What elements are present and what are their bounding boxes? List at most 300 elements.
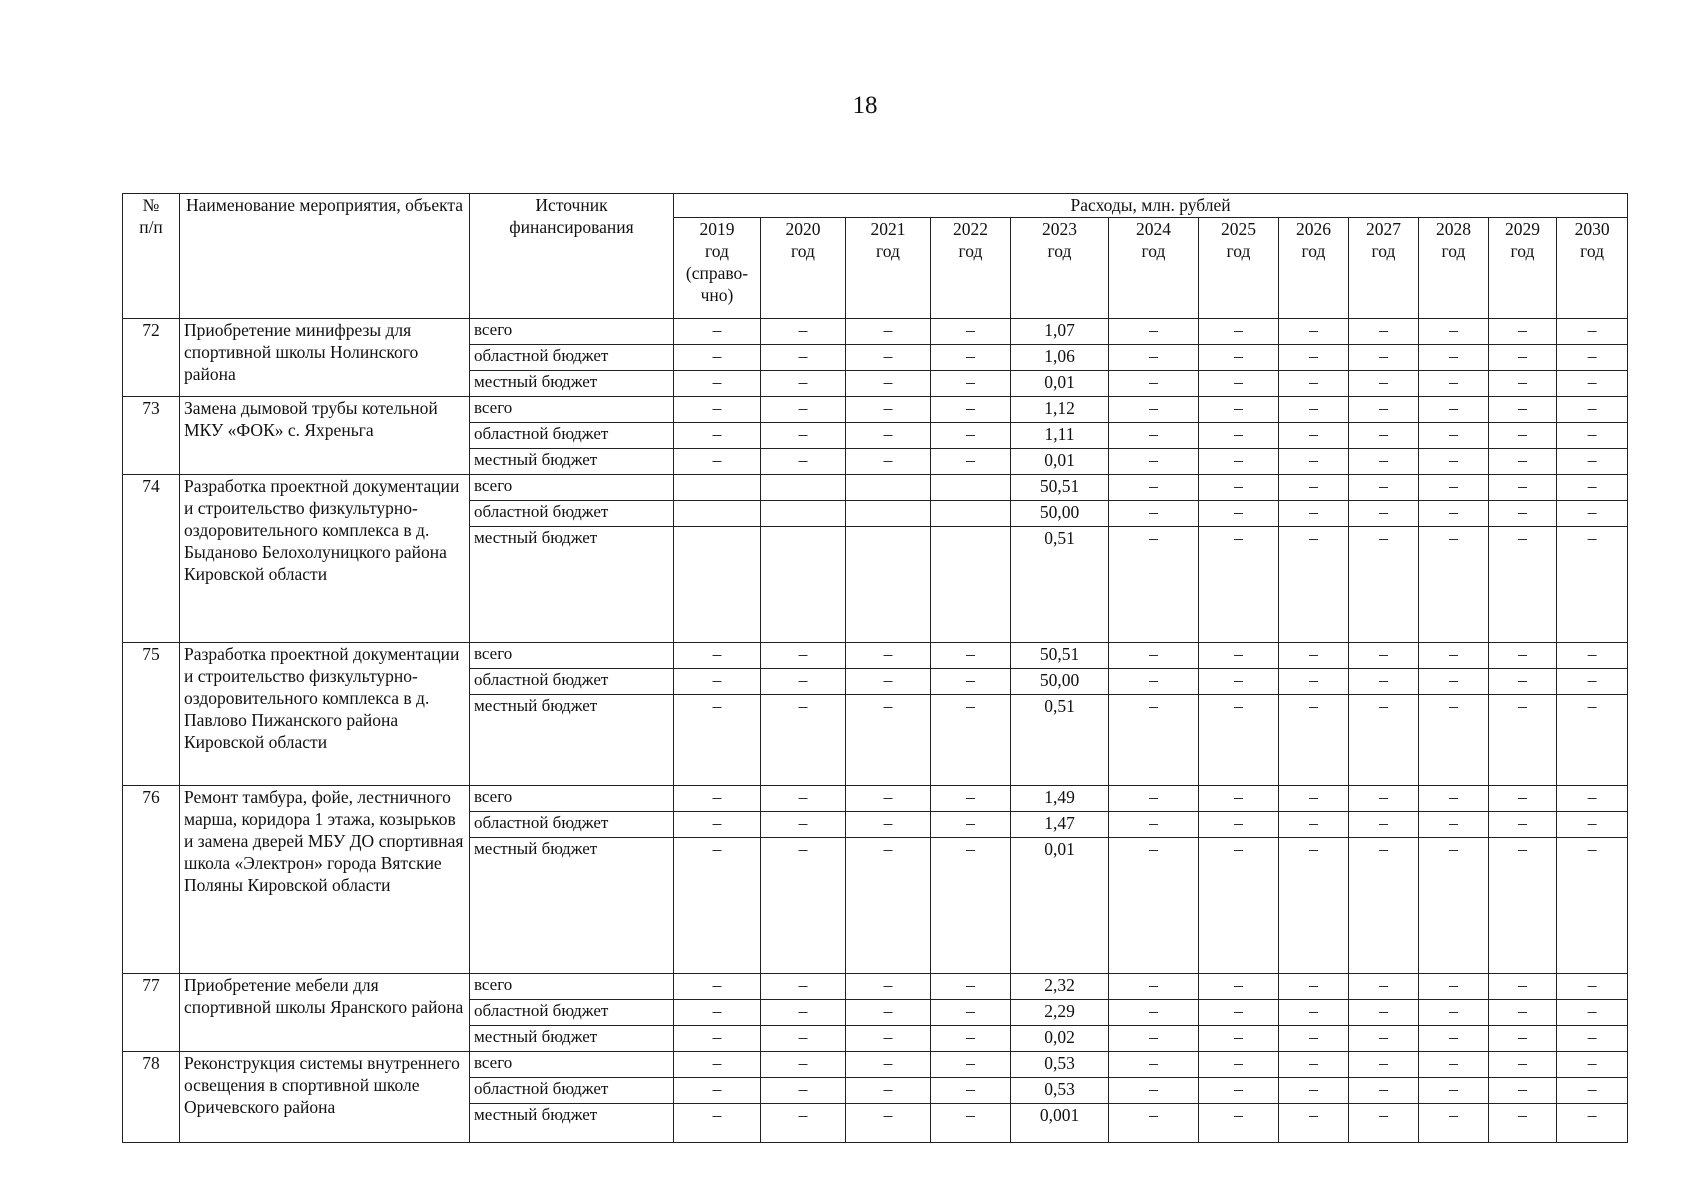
expense-value: – [761,669,846,695]
expense-value: – [1349,838,1419,974]
header-year: 2028 год [1419,218,1489,319]
table-row [123,786,1628,812]
expense-value: – [1349,397,1419,423]
expense-value: 0,53 [1011,1052,1109,1078]
funding-source: областной бюджет [470,423,674,449]
expense-value: – [1279,812,1349,838]
table-row [123,974,1628,1000]
expense-value: – [931,423,1011,449]
expense-value: – [1279,501,1349,527]
funding-source: местный бюджет [470,527,674,643]
expense-value: – [1199,786,1279,812]
expense-value: – [1109,786,1199,812]
expense-value: – [1199,527,1279,643]
expense-value: – [1109,1104,1199,1143]
expense-value: – [1279,838,1349,974]
expense-value: – [1557,695,1628,786]
funding-source: всего [470,643,674,669]
expense-value: – [761,1078,846,1104]
event-name: Приобретение минифрезы для спортивной школы Нолинского района [180,319,470,397]
expense-value: – [1489,974,1557,1000]
expense-value: – [1349,974,1419,1000]
expense-value: – [1349,319,1419,345]
funding-source: областной бюджет [470,669,674,695]
expense-value: – [1109,345,1199,371]
expense-value: – [1349,1026,1419,1052]
expense-value: – [1109,501,1199,527]
expense-value: – [1349,786,1419,812]
table-row [123,1052,1628,1078]
expense-value: – [931,1026,1011,1052]
expense-value: – [1199,1104,1279,1143]
expense-value: – [1557,786,1628,812]
expense-value: – [1489,501,1557,527]
expense-value: – [1489,319,1557,345]
expense-value: – [761,319,846,345]
expense-value: – [1489,812,1557,838]
expense-value: – [1489,643,1557,669]
expense-value: – [846,812,931,838]
expense-value: – [1279,669,1349,695]
expense-value: – [1199,838,1279,974]
expense-value: – [1349,1078,1419,1104]
expense-value: – [1349,527,1419,643]
expense-value [846,501,931,527]
expense-value: – [1199,423,1279,449]
expense-value: – [846,423,931,449]
expense-value: – [1489,527,1557,643]
funding-source: местный бюджет [470,371,674,397]
header-year: 2023 год [1011,218,1109,319]
expense-value: – [761,345,846,371]
expense-value: – [674,1000,761,1026]
header-year: 2030 год [1557,218,1628,319]
expense-value: – [1109,1078,1199,1104]
expense-value: – [1489,838,1557,974]
expense-value: – [1557,397,1628,423]
expense-value: 0,02 [1011,1026,1109,1052]
expense-value: 0,53 [1011,1078,1109,1104]
expense-value: – [1489,1104,1557,1143]
expense-value: – [1557,449,1628,475]
expense-value: – [1199,475,1279,501]
expense-value: 50,51 [1011,643,1109,669]
expense-value: – [1419,371,1489,397]
header-year: 2019 год (справо- чно) [674,218,761,319]
expense-value: – [674,812,761,838]
header-year: 2029 год [1489,218,1557,319]
expense-value: – [1489,397,1557,423]
expense-value: – [674,319,761,345]
table-row [123,397,1628,423]
table-header [123,194,1628,319]
expense-value: 1,12 [1011,397,1109,423]
expense-value: – [761,786,846,812]
expense-value: – [761,1104,846,1143]
funding-source: всего [470,786,674,812]
expense-value: – [931,974,1011,1000]
expense-value: – [846,669,931,695]
expense-value: – [1557,501,1628,527]
expense-value: – [1279,371,1349,397]
funding-source: местный бюджет [470,695,674,786]
expense-value: – [761,423,846,449]
expense-value: – [931,449,1011,475]
expense-value: – [674,1104,761,1143]
expense-value: – [1419,643,1489,669]
expense-value: 0,01 [1011,838,1109,974]
expense-value: – [674,423,761,449]
expense-value: – [1419,974,1489,1000]
expense-value: – [674,974,761,1000]
expense-value: – [674,449,761,475]
expense-value: 1,07 [1011,319,1109,345]
expense-value: 2,32 [1011,974,1109,1000]
expense-value: – [1279,1104,1349,1143]
expense-value: – [931,371,1011,397]
expense-value: – [1109,527,1199,643]
expense-value: – [931,695,1011,786]
expense-value: – [1199,1052,1279,1078]
expense-value: – [1489,449,1557,475]
expense-value: – [1419,345,1489,371]
expense-value: – [1199,501,1279,527]
expense-value: – [1349,423,1419,449]
expense-value: – [1419,1000,1489,1026]
table-body [123,319,1628,1143]
expense-value: – [1109,475,1199,501]
expense-value: – [1419,1026,1489,1052]
expense-value: – [1489,475,1557,501]
header-num: № п/п [123,194,180,319]
funding-source: всего [470,397,674,423]
expense-value: – [846,1052,931,1078]
expense-value: – [1279,1052,1349,1078]
event-name: Реконструкция системы внутреннего освещения в спортивной школе Оричевского района [180,1052,470,1143]
table-row [123,475,1628,501]
expense-value: 1,49 [1011,786,1109,812]
expense-value: – [1419,1104,1489,1143]
row-number: 75 [123,643,180,786]
event-name: Замена дымовой трубы котельной МКУ «ФОК» с. Яхреньга [180,397,470,475]
expense-value: – [761,812,846,838]
funding-source: местный бюджет [470,449,674,475]
header-year: 2027 год [1349,218,1419,319]
row-number: 77 [123,974,180,1052]
expense-value: – [761,397,846,423]
expense-value: – [846,345,931,371]
expense-value: – [1489,786,1557,812]
expense-value: 0,51 [1011,527,1109,643]
expense-value: – [846,449,931,475]
row-number: 72 [123,319,180,397]
expense-value: – [1199,397,1279,423]
expense-value: – [674,786,761,812]
header-expenses: Расходы, млн. рублей [674,194,1628,218]
expense-value: – [1109,1052,1199,1078]
expense-value: – [1279,1000,1349,1026]
funding-source: всего [470,319,674,345]
expense-value: – [1557,643,1628,669]
header-year: 2025 год [1199,218,1279,319]
expense-value: – [674,1026,761,1052]
expense-value: – [1419,695,1489,786]
expense-value: – [1279,786,1349,812]
expense-value: – [761,838,846,974]
expense-value [931,475,1011,501]
event-name: Разработка проектной документации и строительство физкультурно-оздоровительного комплекса в д. Быданово Белохолуницкого района Кировской области [180,475,470,643]
expense-value: – [1349,475,1419,501]
funding-source: областной бюджет [470,1000,674,1026]
expense-value: – [1557,423,1628,449]
expense-value: – [1489,1052,1557,1078]
expense-value: – [1489,1000,1557,1026]
expense-value: – [931,812,1011,838]
funding-source: областной бюджет [470,812,674,838]
expense-value: – [1489,423,1557,449]
expense-value: – [1109,1026,1199,1052]
expense-value: – [1109,1000,1199,1026]
expense-value [846,527,931,643]
expense-value: – [1199,449,1279,475]
expense-value: – [1557,527,1628,643]
expense-value: – [1419,786,1489,812]
expense-value: – [1489,1078,1557,1104]
funding-source: областной бюджет [470,345,674,371]
expense-value: – [1557,345,1628,371]
expense-value: – [674,371,761,397]
header-name: Наименование мероприятия, объекта [180,194,470,319]
expense-value: – [1199,812,1279,838]
expense-value: – [1557,1026,1628,1052]
funding-source: всего [470,1052,674,1078]
expense-value: – [846,695,931,786]
expense-value: – [1279,423,1349,449]
expense-value [674,475,761,501]
expense-value: – [1419,449,1489,475]
expense-value: – [761,371,846,397]
expense-value: – [1349,371,1419,397]
expense-value: – [674,397,761,423]
expenses-table [122,193,1628,1143]
expense-value: – [931,397,1011,423]
expense-value: – [931,1000,1011,1026]
expense-value: – [761,974,846,1000]
expense-value: – [674,838,761,974]
expense-value: 0,01 [1011,371,1109,397]
expense-value: – [1557,1078,1628,1104]
expense-value: – [1199,669,1279,695]
expense-value: – [1109,695,1199,786]
expense-value: – [1199,371,1279,397]
expense-value: – [1109,449,1199,475]
expense-value: – [1199,643,1279,669]
expense-value: – [846,838,931,974]
expense-value [931,527,1011,643]
expense-value: – [674,695,761,786]
expense-value: 1,47 [1011,812,1109,838]
funding-source: всего [470,974,674,1000]
expense-value: – [846,1104,931,1143]
expense-value: – [1489,371,1557,397]
expense-value: 0,51 [1011,695,1109,786]
header-year: 2021 год [846,218,931,319]
page-number: 18 [852,92,878,119]
expense-value: 1,06 [1011,345,1109,371]
expense-value: – [1419,501,1489,527]
expense-value: – [761,449,846,475]
expense-value: – [1419,527,1489,643]
expense-value: – [846,1000,931,1026]
expense-value: – [1199,695,1279,786]
expense-value: – [761,643,846,669]
expense-value: 1,11 [1011,423,1109,449]
expense-value: – [1419,397,1489,423]
expense-value: – [1109,423,1199,449]
expense-value: – [761,1052,846,1078]
expense-value: – [761,695,846,786]
expense-value: – [931,1052,1011,1078]
expense-value: – [1279,345,1349,371]
expense-value: – [931,669,1011,695]
expense-value: – [1349,1052,1419,1078]
expense-value: – [674,345,761,371]
expense-value: – [846,319,931,345]
expense-value: – [846,786,931,812]
expense-value: – [931,838,1011,974]
expense-value: – [1109,812,1199,838]
expense-value: – [674,1078,761,1104]
expense-value: – [1109,371,1199,397]
expense-value: – [1419,1078,1489,1104]
expense-value: – [1349,1104,1419,1143]
expense-value: – [931,345,1011,371]
expense-value: – [1349,643,1419,669]
expense-value: – [1419,319,1489,345]
expense-value: – [1109,838,1199,974]
table-row [123,643,1628,669]
event-name: Разработка проектной документации и строительство физкультурно-оздоровительного комплекса в д. Павлово Пижанского района Кировской области [180,643,470,786]
expense-value: – [1279,319,1349,345]
table-row [123,319,1628,345]
expense-value: – [1419,812,1489,838]
funding-source: всего [470,475,674,501]
expense-value: – [1279,1078,1349,1104]
expense-value [761,475,846,501]
expense-value: – [1199,974,1279,1000]
expense-value: – [846,1078,931,1104]
expense-value: 50,00 [1011,669,1109,695]
expense-value: – [931,319,1011,345]
expense-value: – [1199,1000,1279,1026]
expense-value: – [1109,397,1199,423]
expense-value [674,501,761,527]
expense-value: – [674,643,761,669]
expense-value: – [1279,974,1349,1000]
expense-value: 0,01 [1011,449,1109,475]
expense-value: – [1109,319,1199,345]
expense-value: – [1557,1104,1628,1143]
expense-value: 50,00 [1011,501,1109,527]
expense-value: – [674,669,761,695]
expense-value: – [1279,527,1349,643]
header-year: 2020 год [761,218,846,319]
expense-value: – [1557,838,1628,974]
expense-value: – [1419,475,1489,501]
expense-value: – [1489,669,1557,695]
funding-source: местный бюджет [470,838,674,974]
expense-value: – [1489,695,1557,786]
expense-value: – [1199,1078,1279,1104]
expense-value [761,527,846,643]
event-name: Приобретение мебели для спортивной школы Яранского района [180,974,470,1052]
expense-value: – [1199,319,1279,345]
expense-value: – [1109,643,1199,669]
expense-value: – [1349,695,1419,786]
expense-value: – [1557,1000,1628,1026]
expense-value: – [1349,501,1419,527]
funding-source: местный бюджет [470,1026,674,1052]
expense-value: – [1199,1026,1279,1052]
expense-value: – [1557,319,1628,345]
expense-value [674,527,761,643]
expense-value: – [931,643,1011,669]
row-number: 73 [123,397,180,475]
expense-value: – [1109,669,1199,695]
row-number: 76 [123,786,180,974]
expense-value: – [1557,371,1628,397]
header-source: Источник финансирования [470,194,674,319]
expense-value: – [1279,695,1349,786]
expense-value: – [761,1026,846,1052]
expense-value: – [1279,1026,1349,1052]
expense-value: – [1419,1052,1489,1078]
expense-value: – [674,1052,761,1078]
expense-value: – [1349,449,1419,475]
row-number: 78 [123,1052,180,1143]
expense-value: – [846,1026,931,1052]
expense-value: – [1349,812,1419,838]
expense-value: – [1109,974,1199,1000]
expense-value [761,501,846,527]
expense-value: – [1557,1052,1628,1078]
expense-value: – [1557,475,1628,501]
expense-value: – [1557,812,1628,838]
funding-source: областной бюджет [470,501,674,527]
expense-value: – [1279,397,1349,423]
expense-value: – [1419,669,1489,695]
expense-value: – [1279,643,1349,669]
expense-value: – [1349,669,1419,695]
expense-value: – [761,1000,846,1026]
expense-value: – [846,643,931,669]
expense-value: – [931,1104,1011,1143]
event-name: Ремонт тамбура, фойе, лестничного марша, коридора 1 этажа, козырьков и замена дверей МБУ ДО спортивная школа «Электрон» города Вятские Поляны Кировской области [180,786,470,974]
expense-value: – [1279,449,1349,475]
funding-source: местный бюджет [470,1104,674,1143]
expense-value: – [1279,475,1349,501]
header-year: 2026 год [1279,218,1349,319]
expense-value: 0,001 [1011,1104,1109,1143]
expense-value: 2,29 [1011,1000,1109,1026]
expense-value: – [931,786,1011,812]
funding-source: областной бюджет [470,1078,674,1104]
expense-value: – [1419,423,1489,449]
expense-value: – [1349,345,1419,371]
expense-value: – [1557,974,1628,1000]
expense-value: – [846,974,931,1000]
row-number: 74 [123,475,180,643]
